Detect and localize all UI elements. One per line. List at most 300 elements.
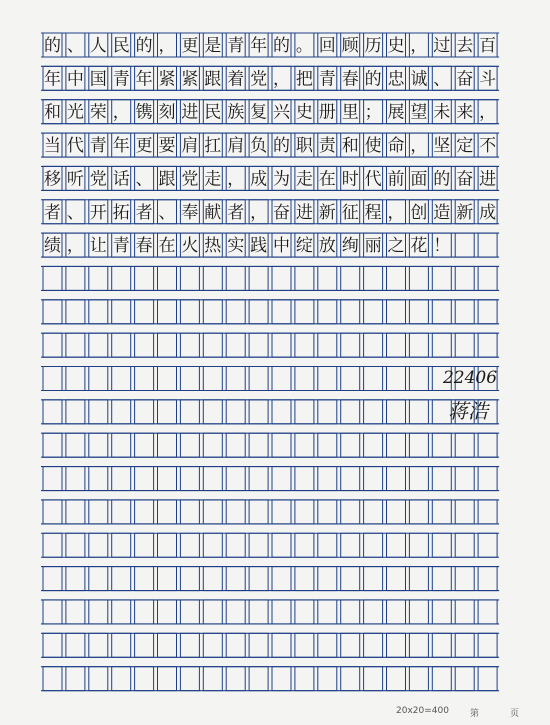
grid-cell — [89, 533, 108, 557]
handwritten-char: 青 — [112, 69, 130, 90]
grid-cell — [249, 300, 268, 324]
handwritten-char: 绽 — [295, 236, 313, 257]
grid-cell — [180, 533, 199, 557]
grid-cell — [43, 433, 62, 457]
grid-cell — [341, 667, 360, 691]
grid-cell — [226, 300, 245, 324]
handwritten-char: 进 — [479, 169, 497, 190]
grid-row — [41, 667, 499, 691]
grid-cell — [341, 367, 360, 391]
handwritten-char: 、 — [158, 202, 176, 223]
handwritten-char: 时 — [341, 169, 359, 190]
grid-cell — [432, 500, 451, 524]
handwritten-char: 百 — [479, 36, 497, 56]
grid-cell — [409, 667, 428, 691]
grid-row — [41, 66, 499, 90]
grid-cell — [295, 333, 314, 357]
handwritten-char: 放 — [318, 236, 336, 257]
handwritten-char: 征 — [341, 202, 359, 223]
grid-cell — [295, 600, 314, 624]
signature-block — [442, 368, 497, 423]
grid-cell — [89, 333, 108, 357]
grid-cell — [226, 567, 245, 591]
grid-cell — [180, 400, 199, 424]
handwritten-char: 去 — [456, 36, 474, 56]
grid-cell — [409, 467, 428, 491]
grid-cell — [43, 633, 62, 657]
grid-cell — [203, 467, 222, 491]
grid-cell — [318, 500, 337, 524]
handwritten-char: 、 — [433, 69, 451, 90]
grid-cell — [432, 600, 451, 624]
handwritten-char: 青 — [112, 236, 130, 257]
writing-grid — [41, 33, 499, 691]
grid-cell — [203, 533, 222, 557]
grid-cell — [272, 467, 291, 491]
grid-cell — [66, 600, 85, 624]
handwritten-char: 者 — [44, 202, 61, 223]
grid-cell — [180, 433, 199, 457]
handwritten-char: 望 — [410, 102, 428, 123]
grid-cell — [203, 367, 222, 391]
grid-cell — [432, 633, 451, 657]
grid-cell — [295, 266, 314, 290]
handwritten-char: 责 — [318, 136, 336, 157]
handwritten-char: 过 — [433, 36, 451, 56]
grid-cell — [341, 600, 360, 624]
grid-cell — [158, 567, 177, 591]
grid-cell — [112, 533, 131, 557]
grid-cell — [478, 500, 497, 524]
handwritten-char: 兴 — [273, 102, 290, 123]
grid-cell — [226, 467, 245, 491]
grid-cell — [455, 333, 474, 357]
grid-cell — [409, 400, 428, 424]
handwritten-char: 跟 — [204, 69, 222, 90]
grid-cell — [387, 667, 406, 691]
handwritten-char: 创 — [410, 202, 428, 223]
handwritten-char: 的 — [273, 36, 290, 56]
grid-cell — [478, 467, 497, 491]
handwritten-char: 拓 — [112, 202, 130, 223]
grid-cell — [455, 300, 474, 324]
handwritten-char: 花 — [410, 236, 428, 257]
grid-cell — [272, 433, 291, 457]
handwritten-char: 春 — [135, 236, 153, 257]
grid-cell — [295, 633, 314, 657]
grid-cell — [43, 300, 62, 324]
grid-cell — [478, 533, 497, 557]
handwritten-char: 青 — [89, 136, 107, 157]
handwritten-char: ， — [66, 236, 84, 257]
handwritten-char: 前 — [387, 169, 405, 190]
grid-cell — [341, 433, 360, 457]
grid-cell — [478, 300, 497, 324]
handwritten-char: 热 — [204, 236, 222, 257]
grid-cell — [409, 567, 428, 591]
grid-cell — [341, 567, 360, 591]
handwritten-char: 奋 — [456, 169, 474, 190]
grid-cell — [66, 367, 85, 391]
grid-cell — [203, 567, 222, 591]
grid-cell — [89, 433, 108, 457]
handwritten-char: 不 — [479, 136, 497, 157]
grid-cell — [364, 400, 383, 424]
grid-cell — [478, 633, 497, 657]
grid-cell — [272, 567, 291, 591]
handwritten-char: 职 — [295, 136, 313, 157]
grid-cell — [135, 500, 154, 524]
grid-cell — [364, 266, 383, 290]
grid-cell — [180, 600, 199, 624]
handwritten-char: 听 — [66, 169, 84, 190]
grid-cell — [409, 300, 428, 324]
grid-cell — [409, 600, 428, 624]
handwritten-char: 党 — [250, 69, 268, 90]
grid-cell — [249, 400, 268, 424]
grid-cell — [249, 433, 268, 457]
handwritten-char: 历 — [364, 36, 382, 56]
grid-cell — [272, 333, 291, 357]
grid-cell — [364, 600, 383, 624]
grid-cell — [158, 533, 177, 557]
grid-cell — [295, 467, 314, 491]
grid-cell — [66, 333, 85, 357]
grid-cell — [66, 266, 85, 290]
grid-cell — [455, 667, 474, 691]
grid-row — [41, 333, 499, 357]
grid-cell — [43, 567, 62, 591]
grid-cell — [295, 367, 314, 391]
grid-cell — [341, 467, 360, 491]
grid-cell — [432, 667, 451, 691]
grid-cell — [249, 367, 268, 391]
grid-cell — [272, 533, 291, 557]
grid-cell — [66, 300, 85, 324]
grid-cell — [364, 633, 383, 657]
handwritten-char: 年 — [135, 69, 153, 90]
grid-cell — [478, 266, 497, 290]
handwritten-char: 走 — [295, 169, 313, 190]
grid-cell — [249, 633, 268, 657]
grid-cell — [249, 500, 268, 524]
text-line — [44, 236, 450, 256]
handwritten-char: 代 — [66, 136, 84, 157]
grid-cell — [364, 333, 383, 357]
handwritten-char: 中 — [66, 69, 84, 90]
handwritten-char: 顾 — [341, 36, 359, 56]
grid-cell — [135, 367, 154, 391]
handwritten-char: 肩 — [227, 136, 245, 157]
grid-cell — [89, 500, 108, 524]
grid-cell — [43, 400, 62, 424]
grid-cell — [158, 400, 177, 424]
handwritten-char: 新 — [456, 202, 474, 223]
grid-cell — [249, 333, 268, 357]
handwritten-char: ， — [158, 36, 176, 56]
grid-cell — [272, 500, 291, 524]
grid-cell — [135, 300, 154, 324]
grid-cell — [387, 333, 406, 357]
grid-row — [41, 533, 499, 557]
grid-cell — [135, 433, 154, 457]
grid-cell — [432, 300, 451, 324]
student-name: 蒋浩 — [448, 399, 488, 423]
grid-cell — [226, 333, 245, 357]
handwritten-char: 年 — [44, 69, 61, 90]
handwritten-char: 移 — [44, 169, 61, 190]
handwritten-char: 成 — [479, 202, 497, 223]
handwritten-char: ， — [227, 169, 245, 190]
grid-cell — [180, 300, 199, 324]
grid-cell — [135, 567, 154, 591]
grid-cell — [203, 400, 222, 424]
student-id: 22406 — [442, 368, 498, 388]
handwritten-char: 刻 — [158, 102, 176, 123]
grid-cell — [364, 367, 383, 391]
handwritten-char: ， — [273, 69, 290, 90]
grid-cell — [180, 467, 199, 491]
grid-cell — [135, 633, 154, 657]
grid-cell — [341, 333, 360, 357]
grid-cell — [295, 533, 314, 557]
grid-cell — [180, 567, 199, 591]
handwritten-char: 绩 — [44, 236, 61, 257]
handwritten-char: 奋 — [273, 202, 290, 223]
grid-cell — [318, 567, 337, 591]
handwritten-char: 来 — [456, 102, 474, 123]
grid-cell — [387, 300, 406, 324]
grid-cell — [364, 300, 383, 324]
grid-row — [41, 233, 499, 257]
grid-cell — [295, 400, 314, 424]
grid-cell — [135, 533, 154, 557]
handwritten-char: 绚 — [341, 236, 359, 257]
handwritten-char: 的 — [135, 36, 153, 56]
grid-cell — [295, 667, 314, 691]
grid-cell — [249, 567, 268, 591]
grid-cell — [318, 400, 337, 424]
handwritten-char: 青 — [227, 36, 245, 56]
handwritten-char: 里 — [341, 102, 359, 123]
grid-row — [41, 266, 499, 290]
handwritten-char: ， — [410, 136, 428, 157]
grid-cell — [295, 500, 314, 524]
handwritten-char: 丽 — [364, 236, 382, 257]
grid-cell — [158, 266, 177, 290]
grid-cell — [180, 633, 199, 657]
handwritten-char: 复 — [250, 102, 268, 123]
grid-cell — [203, 433, 222, 457]
handwritten-char: 的 — [273, 136, 290, 157]
grid-cell — [226, 367, 245, 391]
grid-cell — [387, 433, 406, 457]
grid-cell — [66, 633, 85, 657]
handwritten-char: 当 — [44, 136, 61, 157]
grid-cell — [387, 266, 406, 290]
grid-cell — [43, 266, 62, 290]
grid-cell — [89, 600, 108, 624]
grid-row — [41, 500, 499, 524]
grid-cell — [66, 467, 85, 491]
grid-cell — [226, 600, 245, 624]
grid-cell — [226, 633, 245, 657]
handwritten-char: 定 — [456, 136, 474, 157]
grid-cell — [318, 533, 337, 557]
handwritten-char: 程 — [364, 202, 382, 223]
grid-cell — [409, 533, 428, 557]
grid-cell — [89, 367, 108, 391]
grid-row — [41, 467, 499, 491]
handwritten-char: 年 — [250, 36, 268, 56]
grid-row — [41, 100, 499, 124]
grid-cell — [364, 467, 383, 491]
handwritten-char: 火 — [181, 236, 199, 257]
handwritten-char: 肩 — [181, 136, 199, 157]
grid-cell — [455, 233, 474, 257]
grid-cell — [318, 266, 337, 290]
handwritten-char: 践 — [250, 236, 268, 257]
handwritten-char: 更 — [135, 136, 153, 157]
handwritten-char: ， — [112, 102, 130, 123]
handwritten-char: 进 — [181, 102, 199, 123]
grid-row — [41, 433, 499, 457]
handwritten-char: 坚 — [433, 136, 451, 157]
handwritten-char: 扛 — [204, 136, 222, 157]
grid-cell — [112, 266, 131, 290]
grid-cell — [387, 600, 406, 624]
grid-cell — [341, 400, 360, 424]
grid-cell — [112, 600, 131, 624]
grid-row — [41, 300, 499, 324]
grid-cell — [455, 467, 474, 491]
handwritten-char: 走 — [204, 169, 222, 190]
grid-cell — [432, 433, 451, 457]
grid-cell — [318, 667, 337, 691]
grid-cell — [112, 433, 131, 457]
grid-cell — [203, 300, 222, 324]
grid-cell — [43, 667, 62, 691]
grid-cell — [203, 333, 222, 357]
handwritten-char: 册 — [318, 102, 336, 123]
grid-cell — [112, 467, 131, 491]
grid-cell — [180, 266, 199, 290]
grid-cell — [180, 367, 199, 391]
grid-cell — [341, 266, 360, 290]
grid-cell — [478, 567, 497, 591]
grid-cell — [318, 433, 337, 457]
grid-cell — [432, 333, 451, 357]
grid-cell — [180, 333, 199, 357]
grid-cell — [272, 600, 291, 624]
grid-cell — [387, 533, 406, 557]
grid-row — [41, 367, 499, 391]
handwritten-char: 紧 — [181, 69, 199, 90]
handwritten-char: 把 — [295, 69, 313, 90]
grid-cell — [409, 333, 428, 357]
handwritten-char: 的 — [364, 69, 382, 90]
grid-cell — [455, 600, 474, 624]
grid-cell — [409, 633, 428, 657]
handwritten-char: 代 — [364, 169, 382, 190]
handwritten-char: 民 — [204, 102, 222, 123]
handwritten-char: 让 — [89, 236, 107, 257]
handwritten-char: 者 — [227, 202, 245, 223]
grid-row — [41, 633, 499, 657]
grid-row — [41, 33, 499, 57]
handwritten-char: 镌 — [135, 102, 153, 123]
grid-cell — [43, 367, 62, 391]
grid-row — [41, 400, 499, 424]
grid-cell — [341, 500, 360, 524]
grid-cell — [135, 400, 154, 424]
grid-cell — [409, 433, 428, 457]
handwritten-char: 成 — [250, 169, 268, 190]
grid-row — [41, 133, 499, 157]
grid-cell — [112, 333, 131, 357]
handwritten-char: 中 — [273, 236, 290, 257]
grid-cell — [135, 667, 154, 691]
handwritten-char: 者 — [135, 202, 153, 223]
grid-cell — [249, 467, 268, 491]
handwritten-char: 进 — [295, 202, 313, 223]
grid-cell — [89, 266, 108, 290]
grid-cell — [318, 600, 337, 624]
grid-cell — [478, 333, 497, 357]
grid-cell — [66, 500, 85, 524]
grid-cell — [158, 333, 177, 357]
handwritten-char: ， — [410, 36, 428, 56]
handwritten-char: 面 — [410, 169, 428, 190]
grid-cell — [226, 533, 245, 557]
grid-cell — [226, 500, 245, 524]
handwritten-char: ， — [387, 202, 405, 223]
handwritten-char: 负 — [250, 136, 268, 157]
grid-cell — [89, 567, 108, 591]
grid-cell — [387, 633, 406, 657]
handwritten-char: 的 — [433, 169, 451, 190]
grid-cell — [341, 300, 360, 324]
handwritten-char: 为 — [273, 169, 290, 190]
handwritten-char: 年 — [112, 136, 130, 157]
handwritten-char: 之 — [387, 236, 405, 257]
handwritten-char: 史 — [387, 36, 405, 56]
grid-row — [41, 200, 499, 224]
grid-cell — [43, 600, 62, 624]
page-number-prefix: 第 — [470, 709, 480, 719]
grid-cell — [432, 567, 451, 591]
grid-cell — [272, 667, 291, 691]
handwritten-char: 史 — [295, 102, 313, 123]
grid-cell — [226, 266, 245, 290]
grid-cell — [364, 500, 383, 524]
grid-cell — [295, 567, 314, 591]
handwritten-char: 实 — [227, 236, 245, 257]
grid-cell — [112, 667, 131, 691]
handwritten-char: 新 — [318, 202, 336, 223]
handwritten-char: 奉 — [181, 202, 199, 223]
handwritten-char: 开 — [89, 202, 107, 223]
handwritten-char: 和 — [44, 102, 61, 123]
grid-cell — [158, 367, 177, 391]
grid-cell — [66, 567, 85, 591]
grid-cell — [89, 467, 108, 491]
grid-cell — [89, 400, 108, 424]
handwritten-char: 奋 — [456, 69, 474, 90]
grid-cell — [364, 533, 383, 557]
grid-cell — [180, 667, 199, 691]
grid-cell — [89, 667, 108, 691]
